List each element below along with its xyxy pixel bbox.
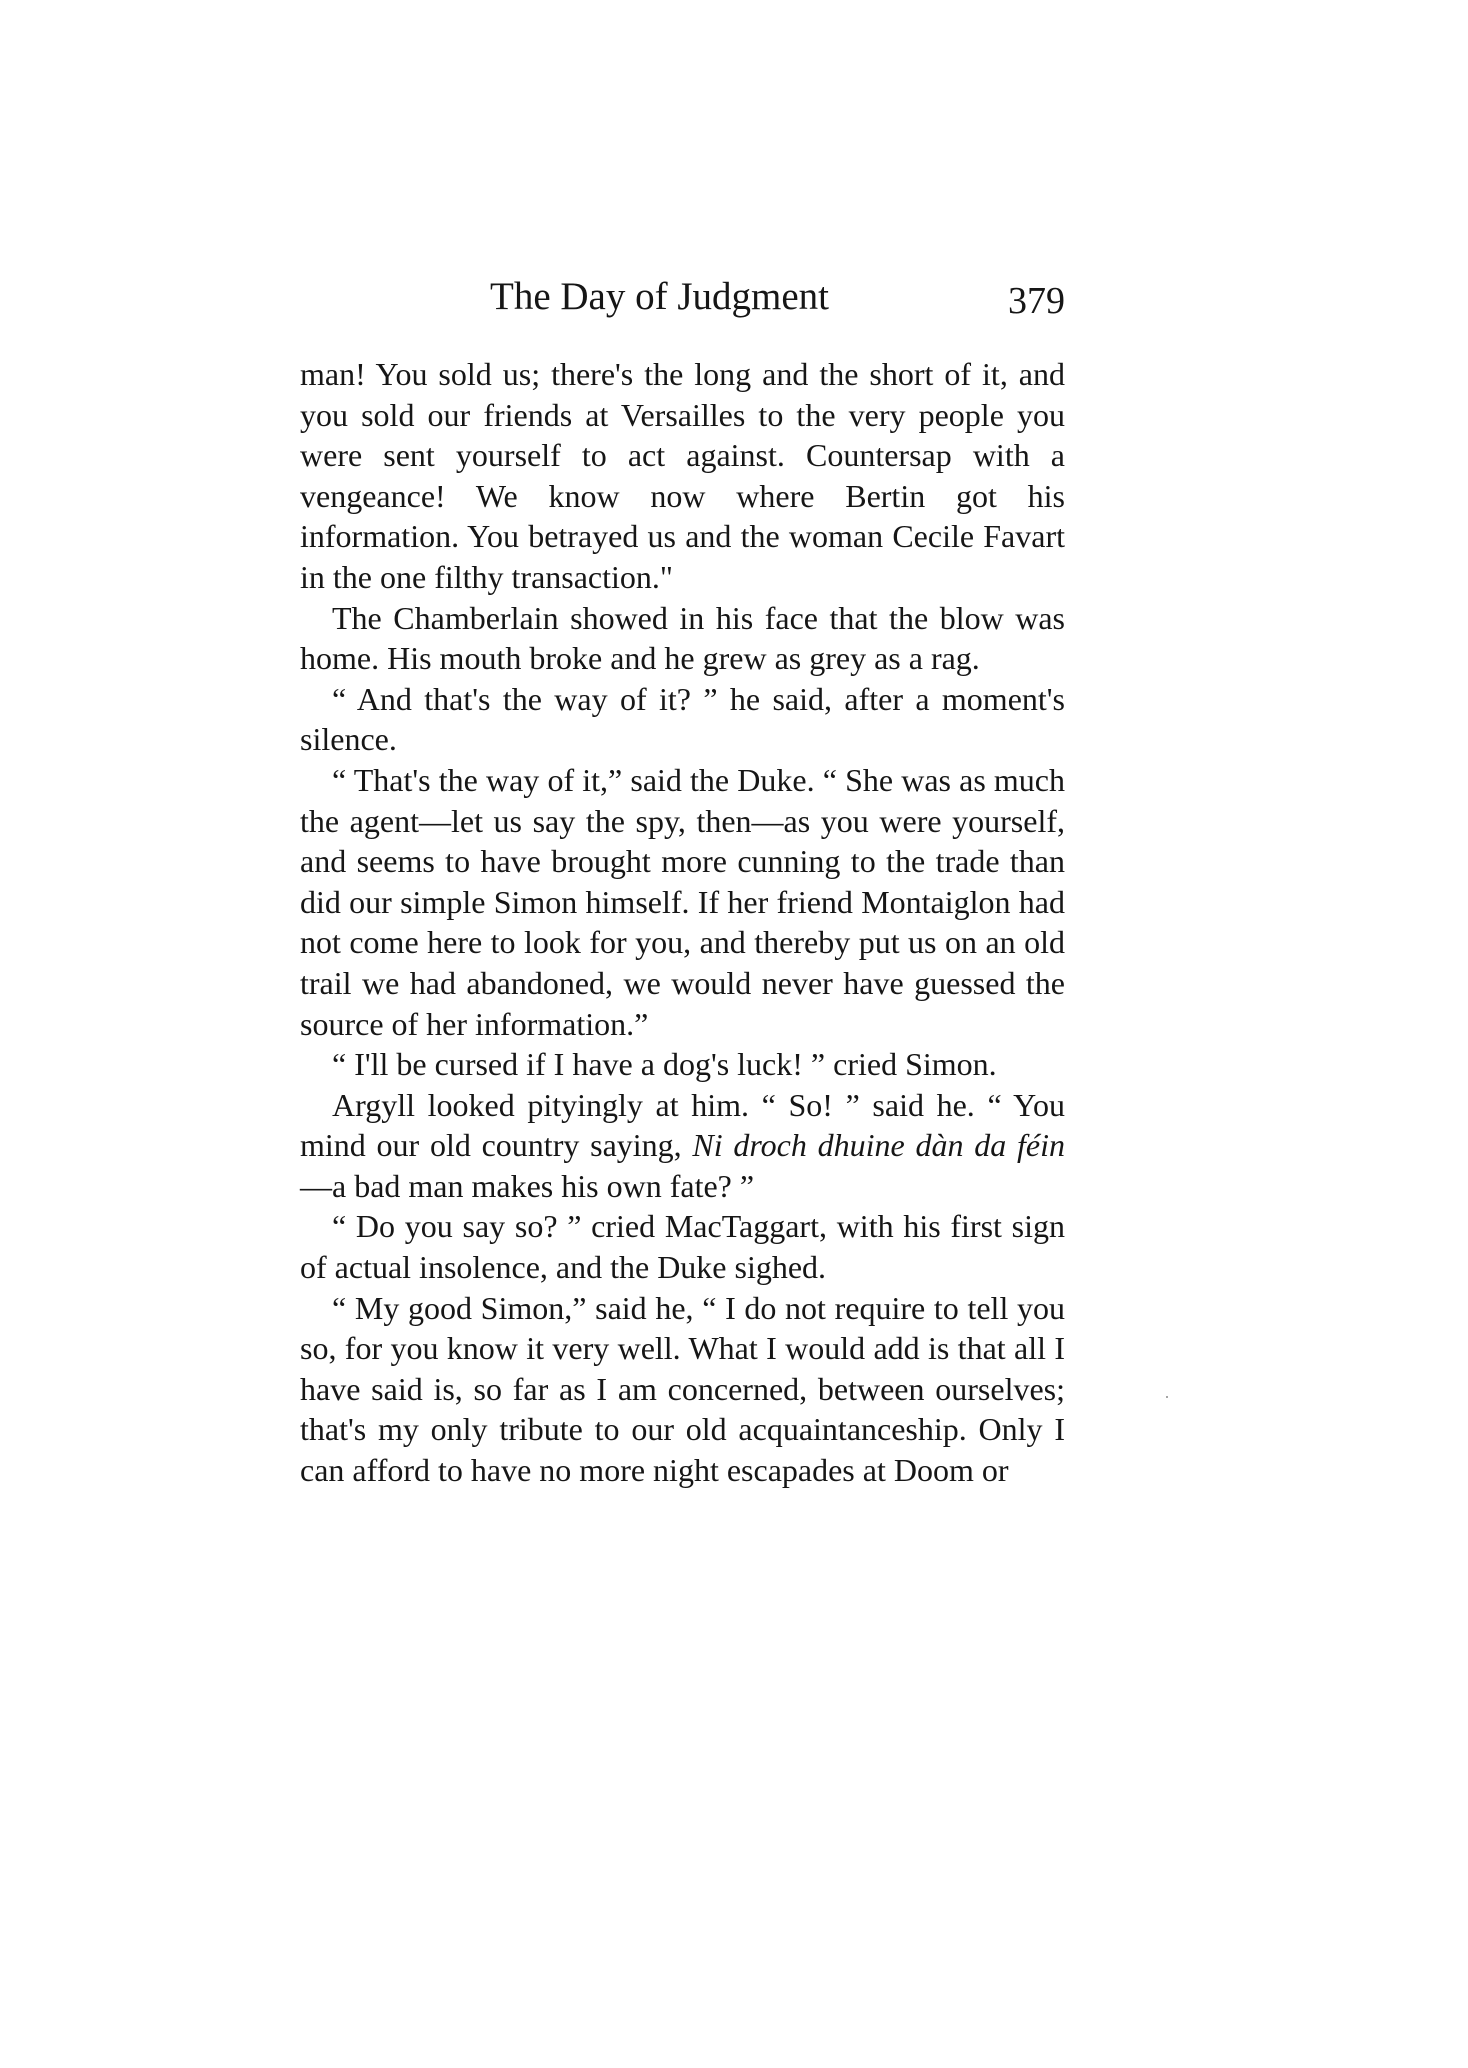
- paragraph-text: “ My good Simon,” said he, “ I do not require to tell you so, for you know it very well. What I would add is that all I have said is, so far as I am concerned, between ourselves; that's my only tribute to our old acquaintanceship. Only I can afford to have no more night escapades at Doom or: [300, 1289, 1065, 1489]
- paragraph-text: man! You sold us; there's the long and the short of it, and you sold our friends at Versailles to the very people you were sent yourself to act against. Countersap with a vengeance! We know now where Bertin got his information. You betrayed us and the woman Cecile Favart in the one filthy transaction.": [300, 356, 1065, 595]
- paragraph-text: “ I'll be cursed if I have a dog's luck! ” cried Simon.: [332, 1046, 997, 1083]
- gaelic-saying: Ni droch dhuine dàn da féin: [692, 1127, 1066, 1164]
- paragraph-1: [300, 354, 1065, 598]
- paragraph-2: [300, 598, 1065, 679]
- paragraph-6: [300, 1085, 1065, 1207]
- paragraph-text: “ That's the way of it,” said the Duke. “ She was as much the agent—let us say the spy, then—as you were yourself, and seems to have brought more cunning to the trade than did our simple Simon himself. If her friend Montaiglon had not come here to look for you, and thereby put us on an old trail we had abandoned, we would never have guessed the source of her information.”: [300, 761, 1065, 1042]
- paragraph-text: —a bad man makes his own fate? ”: [300, 1167, 755, 1204]
- running-title: The Day of Judgment: [490, 275, 830, 318]
- paragraph-4: [300, 760, 1065, 1044]
- paragraph-8: [300, 1288, 1065, 1491]
- paragraph-text: Argyll looked pityingly at him. “ So! ” said he. “ You mind our old country saying,: [300, 1086, 1065, 1164]
- running-head: [300, 272, 1065, 322]
- paragraph-text: “ And that's the way of it? ” he said, after a moment's silence.: [300, 680, 1065, 758]
- paragraph-7: [300, 1206, 1065, 1287]
- paragraph-5: [300, 1044, 1065, 1085]
- paragraph-text: The Chamberlain showed in his face that the blow was home. His mouth broke and he grew as grey as a rag.: [300, 599, 1065, 677]
- paragraph-3: [300, 679, 1065, 760]
- paragraph-text: “ Do you say so? ” cried MacTaggart, with his first sign of actual insolence, and the Duke sighed.: [300, 1208, 1065, 1286]
- page-number: 379: [1008, 280, 1065, 322]
- page-speck: [1166, 1396, 1168, 1398]
- body-text: [300, 354, 1065, 1491]
